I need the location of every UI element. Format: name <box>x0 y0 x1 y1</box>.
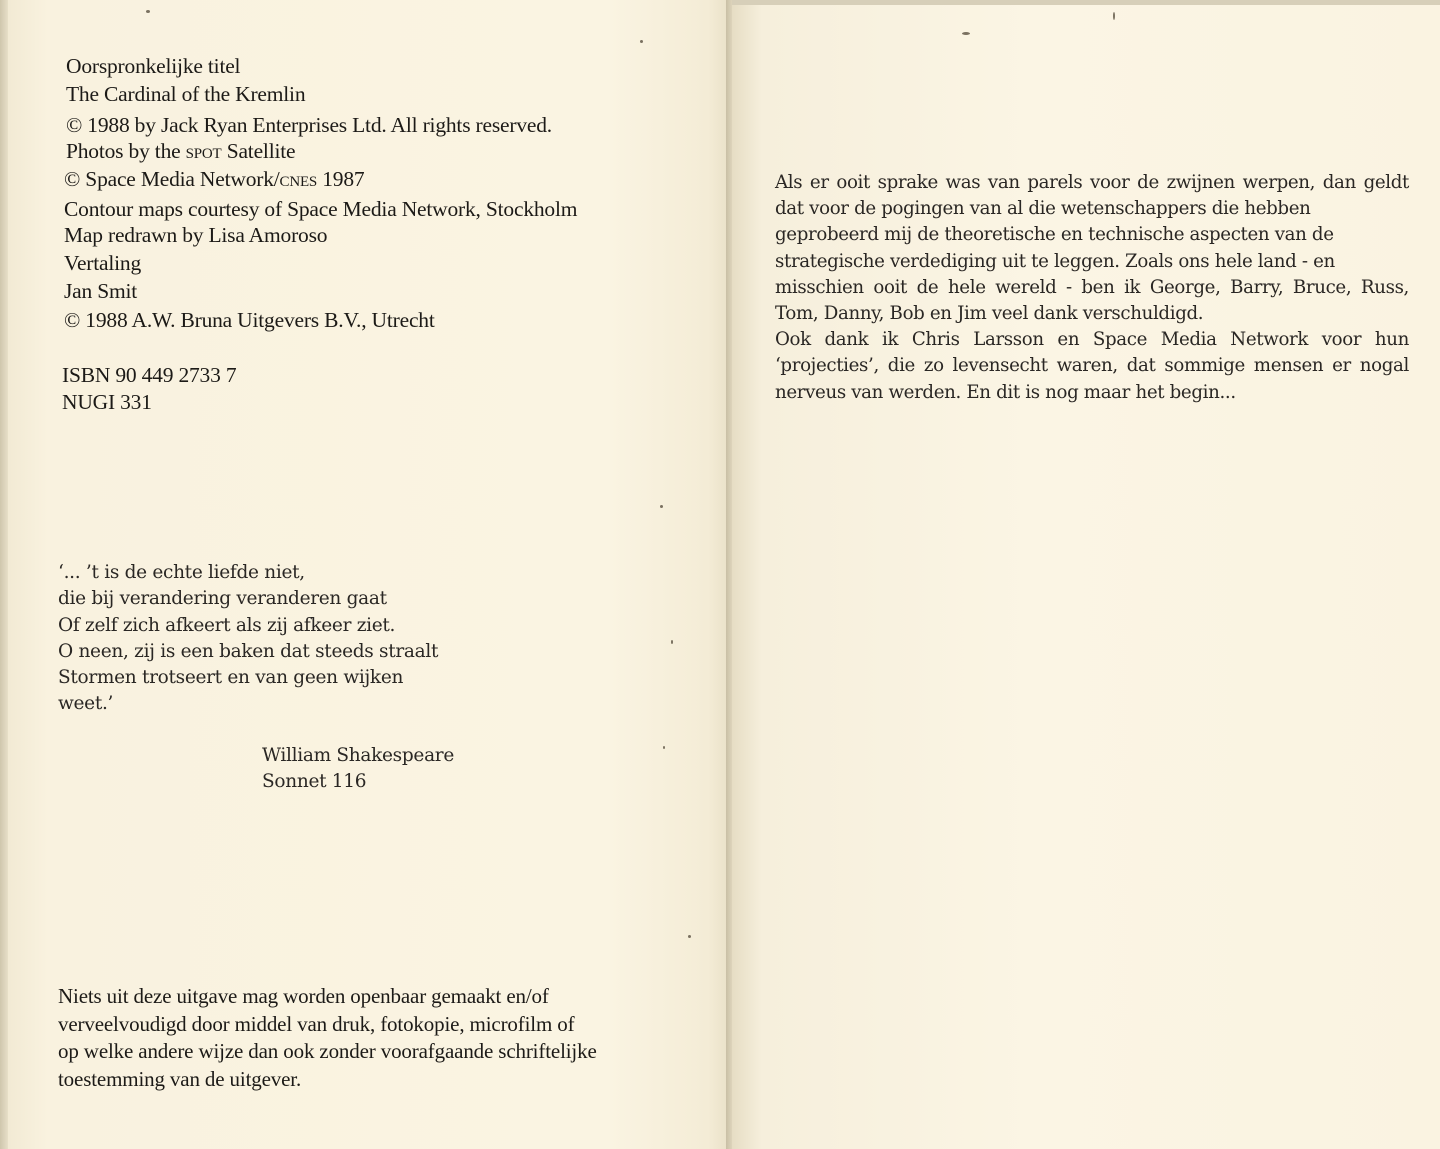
epigraph-line: weet.’ <box>58 693 114 715</box>
photos-credit <box>66 138 295 165</box>
acknowledgement-line: geprobeerd mij de theoretische en technische aspecten van de <box>775 224 1334 246</box>
paper-speck <box>671 640 673 644</box>
publisher-copyright: © 1988 A.W. Bruna Uitgevers B.V., Utrecht <box>64 308 435 332</box>
epigraph-author: William Shakespeare <box>262 745 454 766</box>
epigraph-line: Stormen trotseert en van geen wijken <box>58 667 404 689</box>
paper-speck <box>146 10 150 13</box>
acknowledgement-line: dat voor de pogingen van al die wetenschappers die hebben <box>775 198 1311 220</box>
original-title-label: Oorspronkelijke titel <box>66 54 241 78</box>
space-media-prefix: © Space Media Network/ <box>64 167 280 191</box>
acknowledgement-line: Tom, Danny, Bob en Jim veel dank verschuldigd. <box>775 303 1204 325</box>
photos-suffix: Satellite <box>221 139 296 163</box>
original-title: The Cardinal of the Kremlin <box>66 82 306 106</box>
epigraph-line: O neen, zij is een baken dat steeds straalt <box>58 640 439 662</box>
acknowledgement-line: misschien ooit de hele wereld - ben ik George, Barry, Bruce, Russ, <box>775 276 1409 298</box>
paper-speck <box>1113 12 1115 20</box>
rights-notice-line: op welke andere wijze dan ook zonder voorafgaande schriftelijke <box>58 1039 597 1063</box>
map-redrawn-credit: Map redrawn by Lisa Amoroso <box>64 223 328 247</box>
space-media-suffix: 1987 <box>317 167 365 191</box>
paper-speck <box>962 32 970 35</box>
epigraph-attribution <box>262 743 454 796</box>
acknowledgement <box>775 170 1409 406</box>
page-top-edge <box>732 0 1440 5</box>
space-media-cnes: cnes <box>279 167 318 191</box>
acknowledgement-line: Als er ooit sprake was van parels voor de zwijnen werpen, dan geldt <box>775 172 1409 193</box>
translator-name: Jan Smit <box>64 279 138 303</box>
rights-notice-line: Niets uit deze uitgave mag worden openbaar gemaakt en/of <box>58 984 549 1008</box>
epigraph-source: Sonnet 116 <box>262 771 367 793</box>
photos-spot: spot <box>185 139 222 163</box>
paper-speck <box>640 40 643 43</box>
paper-speck <box>660 505 663 508</box>
photos-prefix: Photos by the <box>66 139 186 163</box>
isbn: ISBN 90 449 2733 7 <box>62 363 237 387</box>
acknowledgement-line: strategische verdediging uit te leggen. Zoals ons hele land - en <box>775 250 1335 272</box>
paper-speck <box>663 746 665 749</box>
nugi-code: NUGI 331 <box>62 390 152 414</box>
page-edge <box>0 0 8 1149</box>
epigraph <box>58 560 438 718</box>
acknowledgement-line: nerveus van werden. En dit is nog maar het begin... <box>775 381 1236 403</box>
paper-speck <box>688 935 691 938</box>
contour-maps-credit: Contour maps courtesy of Space Media Network, Stockholm <box>64 197 578 221</box>
epigraph-line: ‘... ’t is de echte liefde niet, <box>58 562 305 583</box>
acknowledgement-line: ‘projecties’, die zo levensecht waren, dat sommige mensen er nogal <box>775 355 1409 377</box>
rights-notice-line: toestemming van de uitgever. <box>58 1066 302 1091</box>
copyright-line: © 1988 by Jack Ryan Enterprises Ltd. All rights reserved. <box>66 113 552 137</box>
rights-notice-line: verveelvoudigd door middel van druk, fotokopie, microfilm of <box>58 1011 575 1036</box>
rights-notice <box>58 983 597 1093</box>
space-media-credit <box>64 166 364 193</box>
translation-label: Vertaling <box>64 251 142 275</box>
epigraph-line: Of zelf zich afkeert als zij afkeer ziet. <box>58 614 396 636</box>
epigraph-line: die bij verandering veranderen gaat <box>58 588 387 610</box>
acknowledgement-line: Ook dank ik Chris Larsson en Space Media Network voor hun <box>775 329 1409 351</box>
